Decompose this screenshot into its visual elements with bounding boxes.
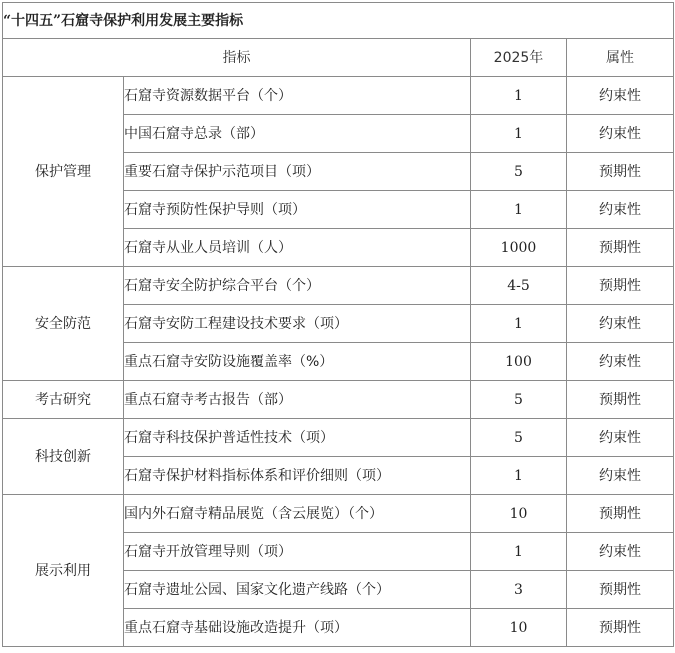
table-title: “十四五”石窟寺保护利用发展主要指标 <box>3 3 674 39</box>
indicator-name-cell: 重点石窟寺考古报告（部） <box>124 381 471 419</box>
indicator-name-cell: 石窟寺科技保护普适性技术（项） <box>124 419 471 457</box>
target-value-cell: 5 <box>471 381 567 419</box>
target-value-cell: 1 <box>471 77 567 115</box>
indicator-name-cell: 石窟寺保护材料指标体系和评价细则（项） <box>124 457 471 495</box>
target-value-cell: 1 <box>471 305 567 343</box>
attribute-cell: 约束性 <box>567 191 674 229</box>
attribute-cell: 约束性 <box>567 115 674 153</box>
target-value-cell: 3 <box>471 571 567 609</box>
indicator-name-cell: 石窟寺资源数据平台（个） <box>124 77 471 115</box>
category-cell: 考古研究 <box>3 381 124 419</box>
header-attribute: 属性 <box>567 39 674 77</box>
target-value-cell: 5 <box>471 419 567 457</box>
attribute-cell: 预期性 <box>567 495 674 533</box>
attribute-cell: 预期性 <box>567 609 674 647</box>
target-value-cell: 1 <box>471 533 567 571</box>
indicator-name-cell: 石窟寺开放管理导则（项） <box>124 533 471 571</box>
table-row <box>3 381 674 419</box>
indicator-name-cell: 重点石窟寺基础设施改造提升（项） <box>124 609 471 647</box>
table-row <box>3 267 674 305</box>
target-value-cell: 1 <box>471 457 567 495</box>
indicator-name-cell: 重点石窟寺安防设施覆盖率（%） <box>124 343 471 381</box>
target-value-cell: 5 <box>471 153 567 191</box>
table-row <box>3 77 674 115</box>
target-value-cell: 10 <box>471 609 567 647</box>
indicator-name-cell: 重要石窟寺保护示范项目（项） <box>124 153 471 191</box>
target-value-cell: 1 <box>471 115 567 153</box>
table-row <box>3 495 674 533</box>
indicator-name-cell: 石窟寺遗址公园、国家文化遗产线路（个） <box>124 571 471 609</box>
indicator-name-cell: 石窟寺安全防护综合平台（个） <box>124 267 471 305</box>
category-cell: 科技创新 <box>3 419 124 495</box>
attribute-cell: 约束性 <box>567 77 674 115</box>
indicator-name-cell: 国内外石窟寺精品展览（含云展览）（个） <box>124 495 471 533</box>
title-row <box>3 3 674 39</box>
attribute-cell: 预期性 <box>567 153 674 191</box>
header-row <box>3 39 674 77</box>
attribute-cell: 约束性 <box>567 343 674 381</box>
attribute-cell: 约束性 <box>567 457 674 495</box>
category-cell: 安全防范 <box>3 267 124 381</box>
table-body <box>3 3 674 647</box>
indicator-name-cell: 石窟寺安防工程建设技术要求（项） <box>124 305 471 343</box>
target-value-cell: 4-5 <box>471 267 567 305</box>
indicator-table <box>2 2 674 647</box>
attribute-cell: 预期性 <box>567 267 674 305</box>
target-value-cell: 1000 <box>471 229 567 267</box>
indicator-table-container <box>2 2 673 647</box>
attribute-cell: 约束性 <box>567 533 674 571</box>
indicator-name-cell: 石窟寺从业人员培训（人） <box>124 229 471 267</box>
category-cell: 保护管理 <box>3 77 124 267</box>
category-cell: 展示利用 <box>3 495 124 647</box>
header-indicator: 指标 <box>3 39 471 77</box>
indicator-name-cell: 中国石窟寺总录（部） <box>124 115 471 153</box>
table-row <box>3 419 674 457</box>
attribute-cell: 约束性 <box>567 305 674 343</box>
attribute-cell: 预期性 <box>567 229 674 267</box>
header-year: 2025年 <box>471 39 567 77</box>
target-value-cell: 100 <box>471 343 567 381</box>
attribute-cell: 约束性 <box>567 419 674 457</box>
target-value-cell: 10 <box>471 495 567 533</box>
target-value-cell: 1 <box>471 191 567 229</box>
indicator-name-cell: 石窟寺预防性保护导则（项） <box>124 191 471 229</box>
attribute-cell: 预期性 <box>567 381 674 419</box>
attribute-cell: 预期性 <box>567 571 674 609</box>
